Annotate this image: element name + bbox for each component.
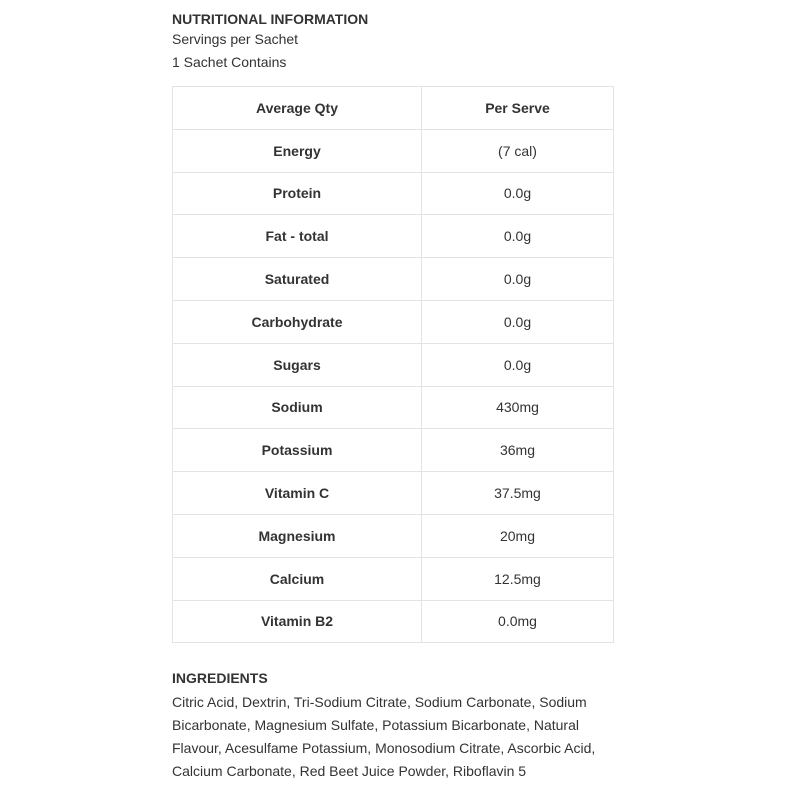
nutrient-value: 20mg [422, 514, 614, 557]
nutrient-name: Sugars [173, 343, 422, 386]
nutrient-value: 430mg [422, 386, 614, 429]
nutrient-value: 36mg [422, 429, 614, 472]
nutrient-name: Vitamin C [173, 472, 422, 515]
nutrient-value: 0.0g [422, 300, 614, 343]
ingredients-title: INGREDIENTS [172, 670, 268, 687]
table-row [173, 429, 614, 472]
nutrient-name: Sodium [173, 386, 422, 429]
nutrient-value: 12.5mg [422, 557, 614, 600]
nutrient-value: 0.0mg [422, 600, 614, 643]
nutrient-name: Fat - total [173, 215, 422, 258]
table-row [173, 557, 614, 600]
contains-line: 1 Sachet Contains [172, 54, 287, 70]
nutrient-value: 0.0g [422, 172, 614, 215]
nutrition-panel [172, 10, 613, 783]
column-header-average-qty: Average Qty [173, 87, 422, 130]
nutrient-name: Energy [173, 129, 422, 172]
table-row [173, 258, 614, 301]
nutrient-name: Potassium [173, 429, 422, 472]
nutrient-name: Saturated [173, 258, 422, 301]
nutrient-value: 37.5mg [422, 472, 614, 515]
column-header-per-serve: Per Serve [422, 87, 614, 130]
table-row [173, 472, 614, 515]
table-header-row [173, 87, 614, 130]
nutrient-value: (7 cal) [422, 129, 614, 172]
nutrient-name: Calcium [173, 557, 422, 600]
nutrition-table [172, 86, 614, 643]
ingredients-section [172, 669, 613, 783]
nutrient-name: Carbohydrate [173, 300, 422, 343]
servings-line: Servings per Sachet [172, 31, 299, 47]
table-row [173, 215, 614, 258]
table-row [173, 300, 614, 343]
table-row [173, 343, 614, 386]
table-row [173, 600, 614, 643]
table-row [173, 386, 614, 429]
nutrient-name: Magnesium [173, 514, 422, 557]
table-row [173, 172, 614, 215]
nutrient-name: Vitamin B2 [173, 600, 422, 643]
table-row [173, 129, 614, 172]
nutrition-title: NUTRITIONAL INFORMATION [172, 11, 369, 27]
nutrient-value: 0.0g [422, 215, 614, 258]
nutrient-value: 0.0g [422, 258, 614, 301]
nutrient-value: 0.0g [422, 343, 614, 386]
table-row [173, 514, 614, 557]
ingredients-text: Citric Acid, Dextrin, Tri-Sodium Citrate, Sodium Carbonate, Sodium Bicarbonate, Magnesium Sulfate, Potassium Bicarbonate, Natural Flavour, Acesulfame Potassium, Monosodium Citrate, Ascorbic Acid, Calcium Carbonate, Red Beet Juice Powder, Riboflavin 5 [172, 694, 596, 780]
nutrient-name: Protein [173, 172, 422, 215]
